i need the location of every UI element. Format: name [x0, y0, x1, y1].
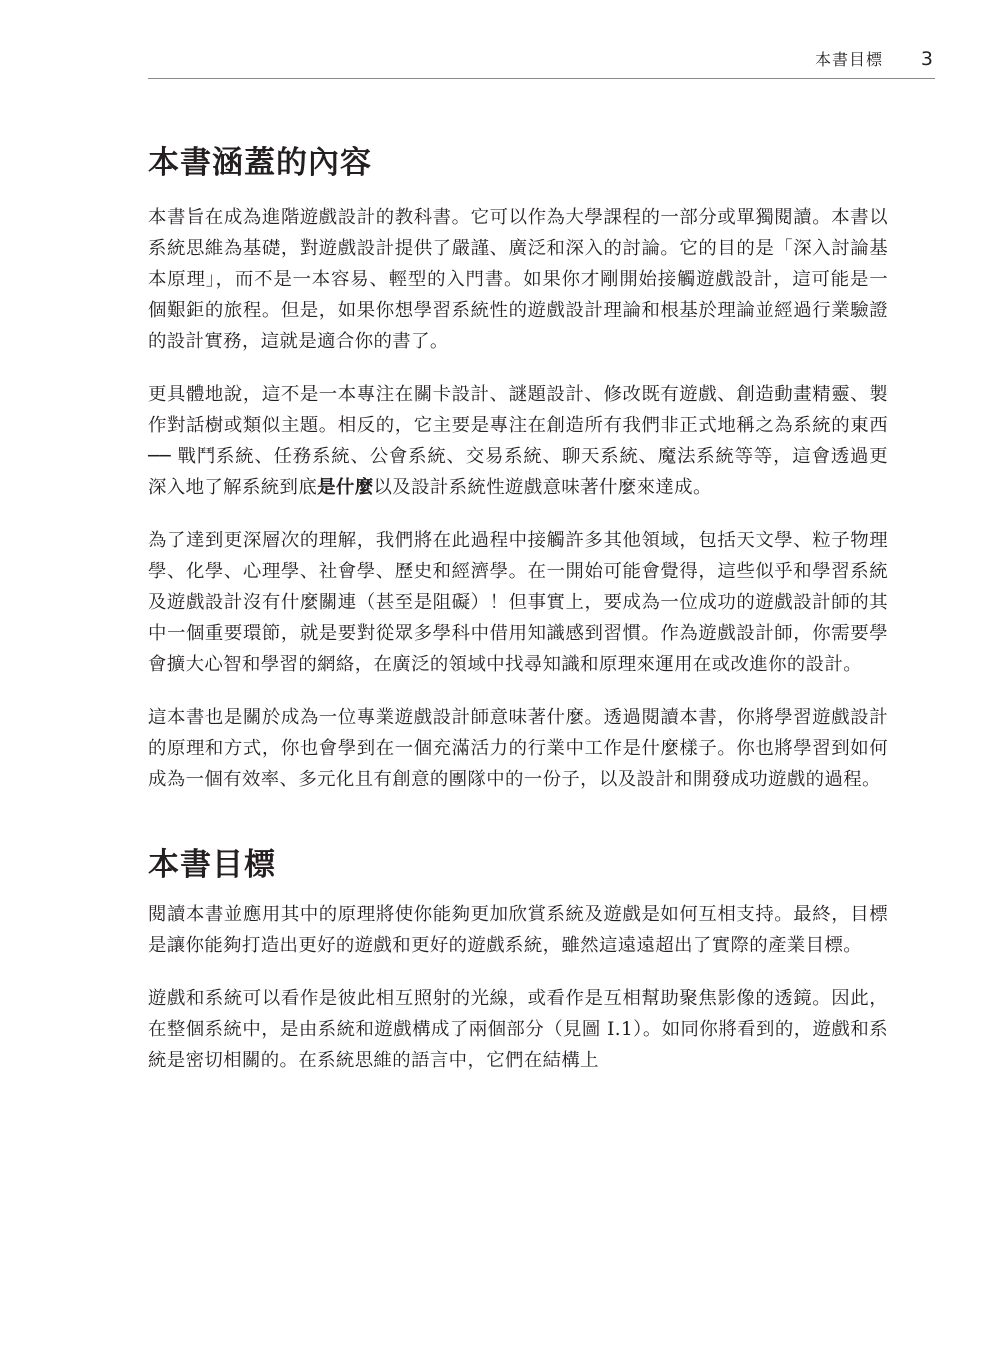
paragraph-coverage-2-text-a: 更具體地說，這不是一本專注在關卡設計、謎題設計、修改既有遊戲、創造動畫精靈、製作對話樹或類似主題。相反的，它主要是專注在創造所有我們非正式地稱之為系統的東西 ── 戰鬥系統、任務系統、公會系統、交易系統、聊天系統、魔法系統等等，這會透過更深入地了解系統到底 — [148, 384, 888, 498]
running-header — [148, 44, 935, 79]
paragraph-goals-2: 遊戲和系統可以看作是彼此相互照射的光線，或看作是互相幫助聚焦影像的透鏡。因此，在整個系統中，是由系統和遊戲構成了兩個部分（見圖 I.1）。如同你將看到的，遊戲和系統是密切相關的。在系統思維的語言中，它們在結構上 — [148, 988, 888, 1071]
paragraph-coverage-4: 這本書也是關於成為一位專業遊戲設計師意味著什麼。透過閱讀本書，你將學習遊戲設計的原理和方式，你也會學到在一個充滿活力的行業中工作是什麼樣子。你也將學習到如何成為一個有效率、多元化且有創意的團隊中的一份子，以及設計和開發成功遊戲的過程。 — [148, 707, 888, 790]
paragraph-goals-1: 閱讀本書並應用其中的原理將使你能夠更加欣賞系統及遊戲是如何互相支持。最終，目標是讓你能夠打造出更好的遊戲和更好的遊戲系統，雖然這遠遠超出了實際的產業目標。 — [148, 904, 888, 956]
page-body — [148, 140, 888, 1098]
emphasis-what-it-is: 是什麼 — [317, 477, 374, 498]
section-heading-coverage: 本書涵蓋的內容 — [148, 145, 372, 181]
running-title: 本書目標 — [814, 50, 883, 69]
paragraph-coverage-2-text-b: 以及設計系統性遊戲意味著什麼來達成。 — [373, 477, 712, 498]
paragraph-coverage-3: 為了達到更深層次的理解，我們將在此過程中接觸許多其他領域，包括天文學、粒子物理學、化學、心理學、社會學、歷史和經濟學。在一開始可能會覺得，這些似乎和學習系統及遊戲設計沒有什麼關連（甚至是阻礙）！但事實上，要成為一位成功的遊戲設計師的其中一個重要環節，就是要對從眾多學科中借用知識感到習慣。作為遊戲設計師，你需要學會擴大心智和學習的網絡，在廣泛的領域中找尋知識和原理來運用在或改進你的設計。 — [148, 530, 888, 675]
paragraph-coverage-2 — [148, 379, 888, 503]
section-heading-goals: 本書目標 — [148, 847, 276, 883]
paragraph-coverage-1: 本書旨在成為進階遊戲設計的教科書。它可以作為大學課程的一部分或單獨閱讀。本書以系統思維為基礎，對遊戲設計提供了嚴謹、廣泛和深入的討論。它的目的是「深入討論基本原理」，而不是一本容易、輕型的入門書。如果你才剛開始接觸遊戲設計，這可能是一個艱鉅的旅程。但是，如果你想學習系統性的遊戲設計理論和根基於理論並經過行業驗證的設計實務，這就是適合你的書了。 — [148, 207, 888, 352]
page-number: 3 — [920, 48, 933, 70]
